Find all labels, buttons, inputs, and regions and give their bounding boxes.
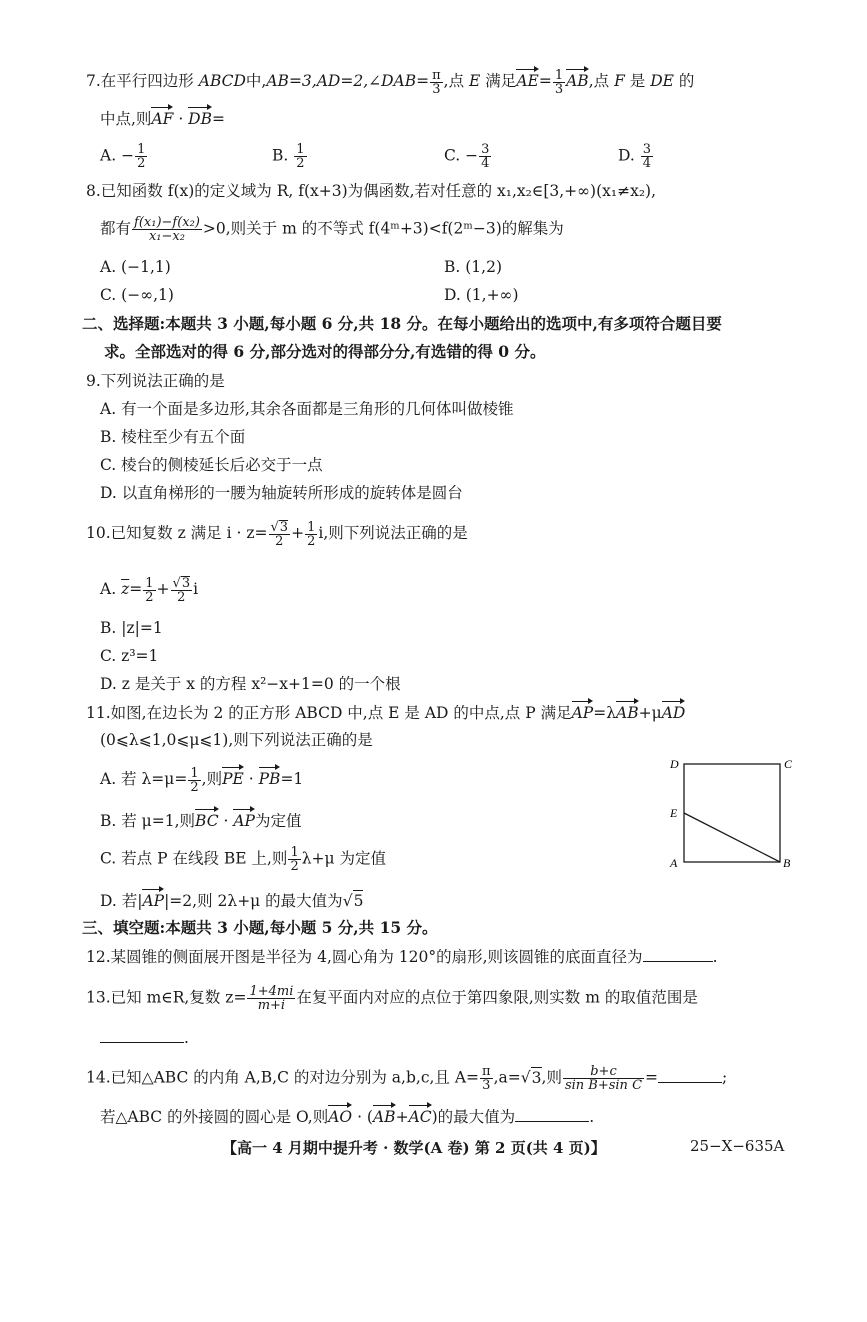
- q9-option-d: D. 以直角梯形的一腰为轴旋转所形成的旋转体是圆台: [100, 484, 463, 502]
- q8-option-a: A. (−1,1): [100, 258, 171, 276]
- segment-be: [684, 813, 780, 862]
- q10-stem: 10.已知复数 z 满足 i · z= $\frac{√3}{2}$ + $\frac{1}{2}$ i,则下列说法正确的是: [86, 519, 468, 549]
- q8-line2: 都有 $\frac{\text{f(x₁)−f(x₂)}}{\text{x₁−x₂}}$ >0,则关于 m 的不等式 f(4ᵐ+3)<f(2ᵐ−3)的解集为: [100, 215, 564, 244]
- q13-answer-blank[interactable]: [100, 1042, 184, 1043]
- section-2-title: 二、选择题:本题共 3 小题,每小题 6 分,共 18 分。在每小题给出的选项中,有多项符合题目要: [82, 314, 722, 333]
- section-3-title: 三、填空题:本题共 3 小题,每小题 5 分,共 15 分。: [82, 918, 438, 937]
- q13: 13.已知 m∈R,复数 z= $\frac{1+4mi}{m+i}$ 在复平面内对应的点位于第四象限,则实数 m 的取值范围是: [86, 984, 698, 1013]
- q7-option-b: B. $\frac{1}{2}$: [272, 142, 305, 171]
- vector-db: DB: [188, 106, 212, 129]
- q7-line1: 7.在平行四边形 ABCD中,AB=3,AD=2,∠DAB= $\frac{\pi}{3}$ ,点 E 满足AE= $\frac{1}{3}$ AB,点 F 是 DE 的: [86, 67, 695, 97]
- q7-option-c: C. − $\frac{3}{4}$: [444, 142, 490, 171]
- one-third: $\frac{1}{3}$: [554, 67, 564, 97]
- q7-option-d: D. $\frac{3}{4}$: [618, 142, 652, 171]
- q11-line2: (0⩽λ⩽1,0⩽μ⩽1),则下列说法正确的是: [100, 731, 373, 749]
- q7-option-a: A. − $\frac{1}{2}$: [100, 142, 146, 171]
- q7-line2: 中点,则AF · DB=: [100, 106, 225, 129]
- q14-answer-blank-2[interactable]: [515, 1121, 589, 1122]
- pi-over-3: $\frac{\pi}{3}$: [432, 67, 441, 97]
- vector-af: AF: [151, 106, 173, 129]
- footer-title: 【高一 4 月期中提升考 · 数学(A 卷) 第 2 页(共 4 页)】: [222, 1139, 606, 1157]
- q9-stem: 9.下列说法正确的是: [86, 372, 225, 390]
- q9-option-c: C. 棱台的侧棱延长后必交于一点: [100, 456, 323, 474]
- q10-option-c: C. z³=1: [100, 647, 159, 665]
- q14-line2: 若△ABC 的外接圆的圆心是 O,则AO · (AB+AC)的最大值为 .: [100, 1104, 594, 1127]
- q14-line1: 14.已知△ABC 的内角 A,B,C 的对边分别为 a,b,c,且 A= $\frac{\pi}{3}$ ,a=√3,则 $\frac{b+c}{\text{sin B+sin C}}$ = ;: [86, 1064, 728, 1093]
- label-c: C: [784, 757, 793, 771]
- q10-option-d: D. z 是关于 x 的方程 x²−x+1=0 的一个根: [100, 675, 401, 693]
- q10-option-b: B. |z|=1: [100, 619, 163, 637]
- q8-option-d: D. (1,+∞): [444, 286, 519, 304]
- q11-option-c: C. 若点 P 在线段 BE 上,则 $\frac{1}{2}$ λ+μ 为定值: [100, 845, 387, 874]
- q10-option-a: A. $\overline{z}=$ $\frac{1}{2}$ + $\frac{√3}{2}$ i: [100, 575, 199, 605]
- section-2-desc: 求。全部选对的得 6 分,部分选对的得部分分,有选错的得 0 分。: [104, 342, 546, 361]
- label-d: D: [670, 757, 679, 771]
- vector-ae: AE: [516, 68, 539, 91]
- q9-option-a: A. 有一个面是多边形,其余各面都是三角形的几何体叫做棱锥: [100, 400, 514, 418]
- q11-stem: 11.如图,在边长为 2 的正方形 ABCD 中,点 E 是 AD 的中点,点 P 满足AP=λAB+μAD: [86, 700, 685, 723]
- square-abcd: [684, 764, 780, 862]
- q11-option-d: D. 若|AP|=2,则 2λ+μ 的最大值为√5: [100, 888, 363, 911]
- vector-ab: AB: [566, 68, 589, 91]
- label-b: B: [783, 856, 791, 870]
- q13-answer-line: .: [100, 1028, 189, 1048]
- q8-line1: 8.已知函数 f(x)的定义域为 R, f(x+3)为偶函数,若对任意的 x₁,x₂∈[3,+∞)(x₁≠x₂),: [86, 182, 657, 200]
- q9-option-b: B. 棱柱至少有五个面: [100, 428, 246, 446]
- q11-option-a: A. 若 λ=μ= $\frac{1}{2}$ ,则PE · PB=1: [100, 765, 304, 795]
- square-figure: [664, 752, 804, 874]
- q8-option-b: B. (1,2): [444, 258, 502, 276]
- label-a: A: [670, 856, 678, 870]
- q14-answer-blank-1[interactable]: [658, 1082, 722, 1083]
- footer-code: 25−X−635A: [690, 1137, 785, 1155]
- q11-option-b: B. 若 μ=1,则BC · AP为定值: [100, 808, 302, 831]
- q12: 12.某圆锥的侧面展开图是半径为 4,圆心角为 120°的扇形,则该圆锥的底面直径为 .: [86, 948, 718, 966]
- label-e: E: [670, 806, 678, 820]
- q12-answer-blank[interactable]: [643, 961, 713, 962]
- q8-option-c: C. (−∞,1): [100, 286, 174, 304]
